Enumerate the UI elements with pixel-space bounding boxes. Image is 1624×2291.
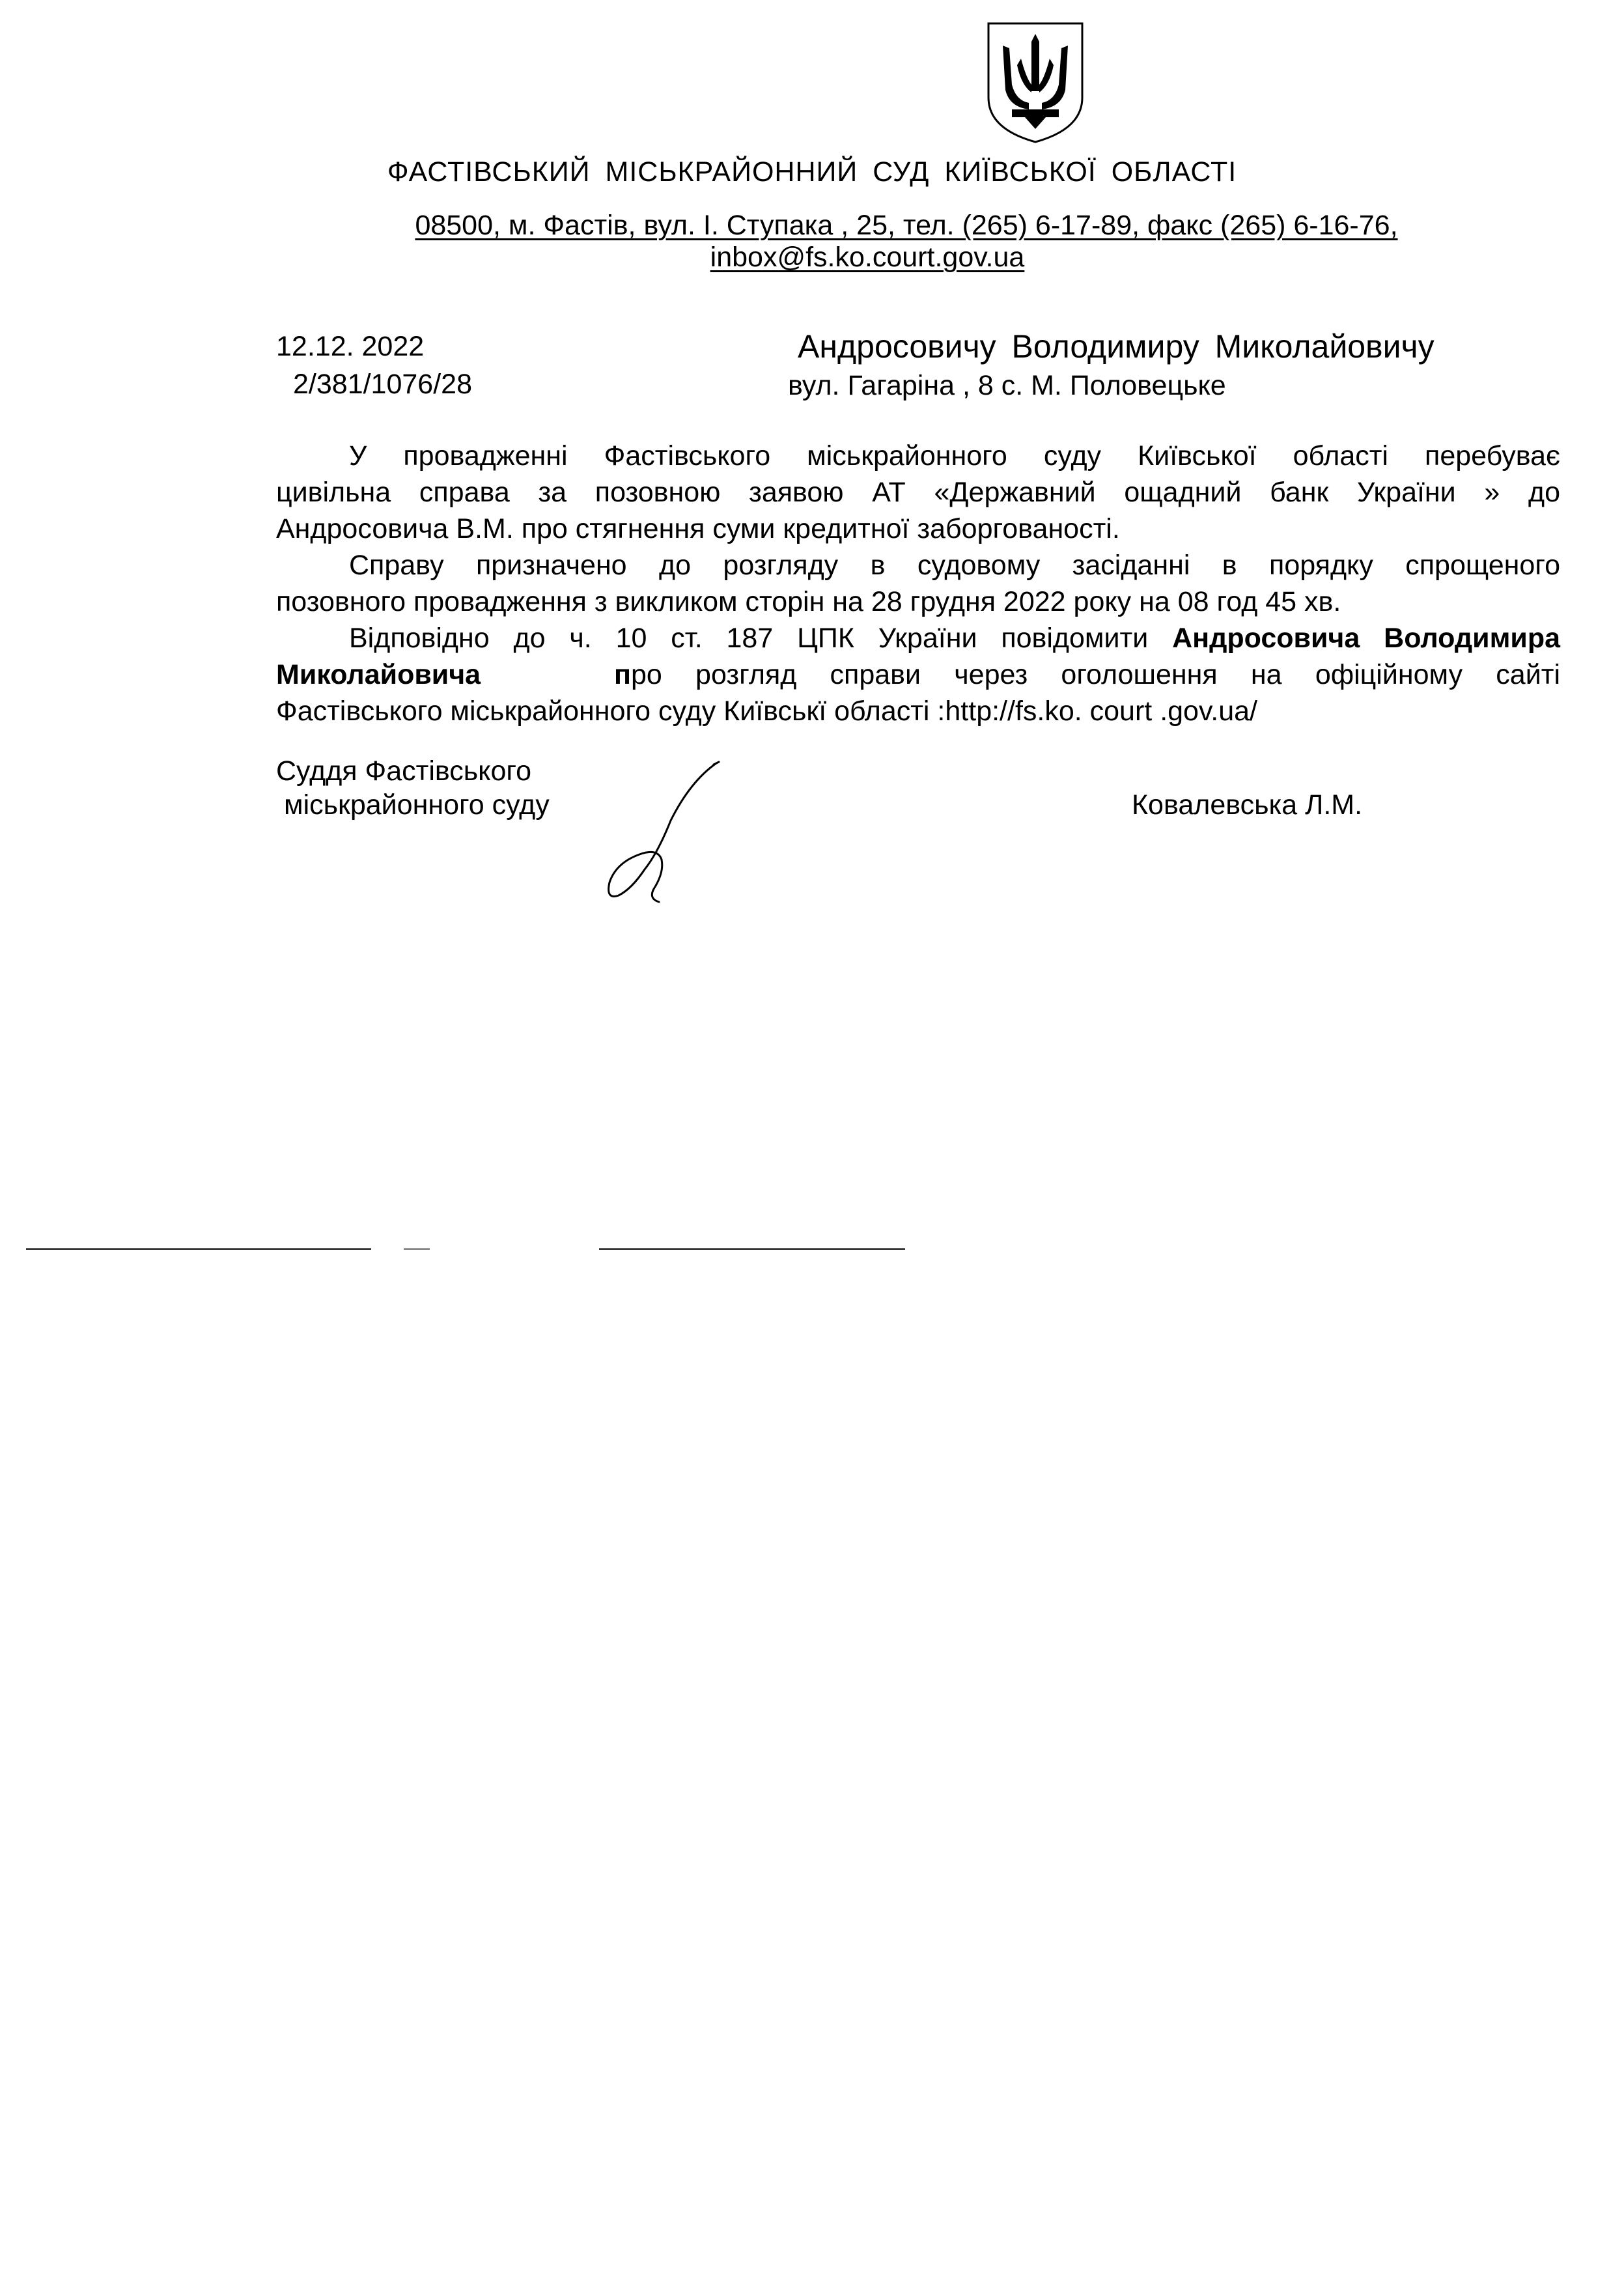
divider-line-fragment bbox=[404, 1248, 430, 1250]
paragraph-1-line-3: Андросовича В.М. про стягнення суми кредитної заборгованості. bbox=[276, 513, 1120, 544]
letter-number: 2/381/1076/28 bbox=[293, 369, 472, 400]
paragraph-1-line-1: У провадженні Фастівського міськрайонного суду Київської області перебуває bbox=[349, 440, 1560, 471]
court-name: ФАСТІВСЬКИЙ МІСЬКРАЙОННИЙ СУД КИЇВСЬКОЇ ОБЛАСТІ bbox=[387, 156, 1237, 188]
court-address bbox=[0, 210, 1624, 242]
paragraph-2-line-1: Справу призначено до розгляду в судовому засіданні в порядку спрощеного bbox=[349, 550, 1560, 581]
paragraph-3-line-2-rest: ро розгляд справи через оголошення на офіційному сайті bbox=[631, 659, 1560, 690]
signer-title-line-1: Суддя Фастівського bbox=[276, 755, 532, 787]
letter-date: 12.12. 2022 bbox=[276, 331, 425, 362]
judge-name: Ковалевська Л.М. bbox=[1132, 789, 1363, 821]
paragraph-3-line-2 bbox=[276, 656, 1560, 693]
paragraph-3-prefix: Відповідно до ч. 10 ст. 187 ЦПК України повідомити bbox=[349, 623, 1149, 654]
paragraph-1-line-2: цивільна справа за позовною заявою АТ «Державний ощадний банк України » до bbox=[276, 477, 1560, 508]
defendant-name-bold: Андросовича Володимира bbox=[1172, 623, 1560, 654]
handwritten-signature bbox=[599, 755, 729, 905]
recipient-address: вул. Гагаріна , 8 с. М. Половецьке bbox=[788, 370, 1226, 401]
paragraph-3-line-3: Фастівського міськрайонного суду Київськї області :http://fs.ko. court .gov.ua/ bbox=[276, 696, 1257, 727]
recipient-name: Андросовичу Володимиру Миколайовичу bbox=[798, 328, 1435, 365]
paragraph-3-line-1 bbox=[276, 620, 1560, 656]
paragraph-2-line-2: позовного провадження з викликом сторін на 28 грудня 2022 року на 08 год 45 хв. bbox=[276, 586, 1341, 617]
divider-line-right bbox=[599, 1248, 905, 1250]
defendant-patronymic-bold: Миколайовича bbox=[276, 659, 481, 690]
bold-letter: п bbox=[614, 659, 631, 690]
divider-line-left bbox=[26, 1248, 371, 1250]
signer-title-line-2: міськрайонного суду bbox=[284, 789, 550, 821]
body-text bbox=[276, 438, 1560, 729]
court-email: inbox@fs.ko.court.gov.ua bbox=[710, 242, 1025, 273]
coat-of-arms-emblem bbox=[983, 20, 1087, 145]
court-email-line bbox=[0, 242, 1624, 274]
court-address-text: 08500, м. Фастів, вул. І. Ступака , 25, тел. (265) 6-17-89, факс (265) 6-16-76, bbox=[415, 210, 1398, 241]
